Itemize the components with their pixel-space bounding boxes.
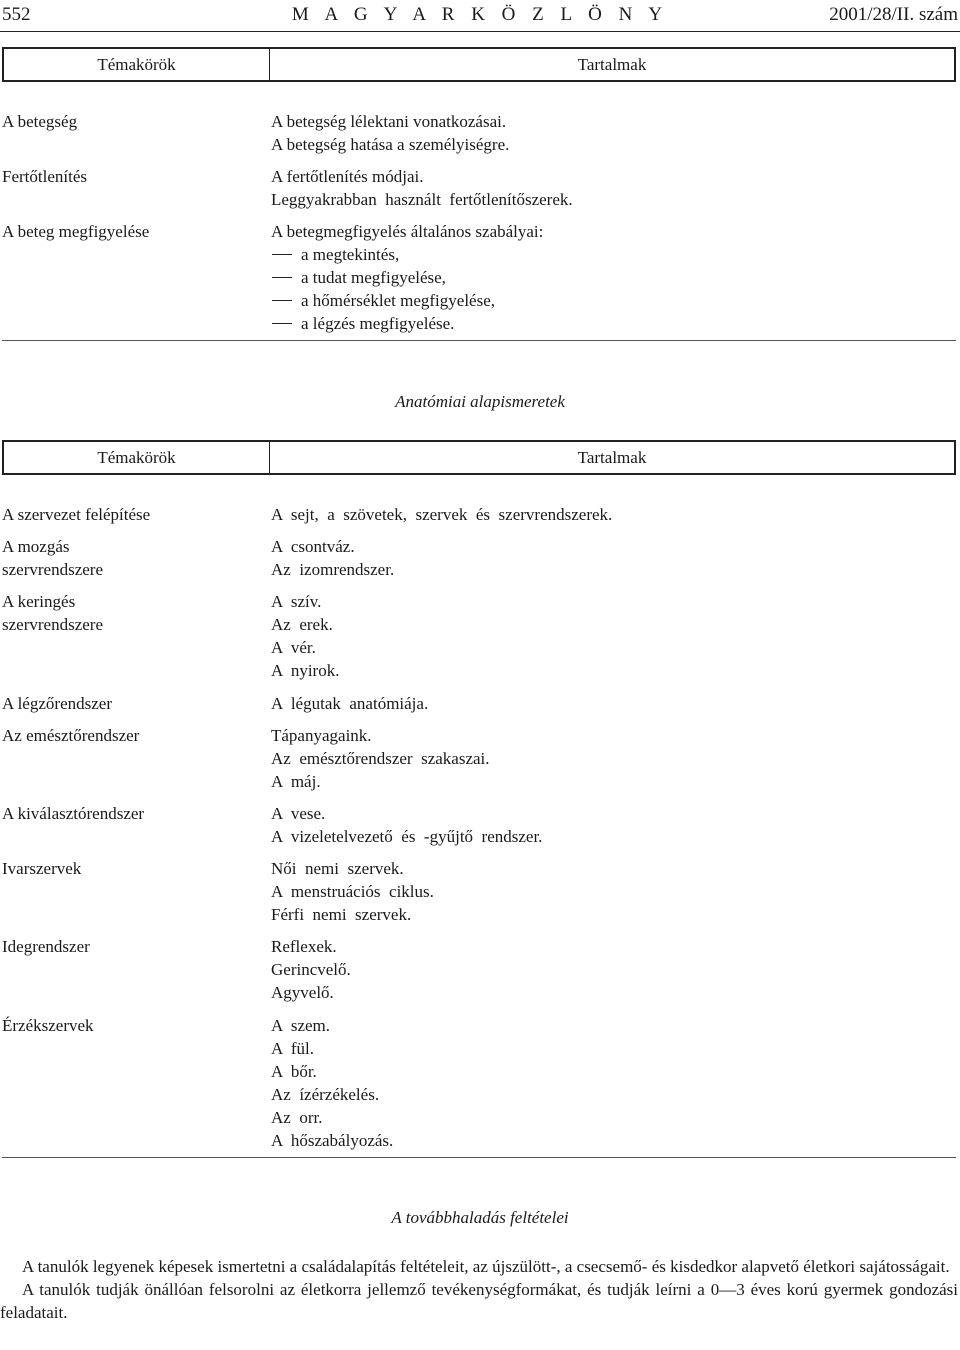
table1-col-contents: Tartalmak [577, 55, 647, 74]
row-item: A nyirok. [271, 661, 340, 680]
table-row [0, 692, 958, 715]
bullet-item: a légzés megfigyelése. [271, 312, 958, 335]
dash-icon [272, 323, 292, 324]
table-row [0, 590, 958, 682]
row-topic: A beteg megfigyelése [2, 222, 150, 241]
row-topic: A kiválasztórendszer [2, 804, 145, 823]
journal-title: M A G Y A R K Ö Z L Ö N Y [291, 4, 669, 25]
row-item: A szem. [271, 1016, 331, 1035]
table-row [0, 935, 958, 1004]
row-item: A csontváz. [271, 537, 355, 556]
table-row [0, 802, 958, 848]
row-item: A vér. [271, 638, 316, 657]
row-topic: A mozgás [2, 537, 70, 556]
table-row [0, 857, 958, 926]
row-item: Az izomrendszer. [271, 560, 395, 579]
table-row [0, 1014, 958, 1152]
table-row [0, 503, 958, 526]
paragraph: A tanulók legyenek képesek ismertetni a családalapítás feltételeit, az újszülött-, a csecsemő- és kisdedkor alapvető életkori sajátosságait. [22, 1257, 950, 1276]
row-topic: Érzékszervek [2, 1016, 94, 1035]
row-item: Az emésztőrendszer szakaszai. [271, 749, 490, 768]
row-item: Tápanyagaink. [271, 726, 372, 745]
section-title: Anatómiai alapismeretek [395, 392, 565, 411]
row-item: A máj. [271, 772, 321, 791]
row-topic: Az emésztőrendszer [2, 726, 140, 745]
table2-col-topics: Témakörök [4, 442, 270, 473]
row-item: A vese. [271, 804, 326, 823]
row-item: Férfi nemi szervek. [271, 905, 412, 924]
dash-icon [272, 254, 292, 255]
table-row [0, 724, 958, 793]
section-title: A továbbhaladás feltételei [391, 1208, 569, 1227]
table2-header [2, 440, 956, 475]
row-topic: Fertőtlenítés [2, 167, 87, 186]
table1-col-topics: Témakörök [4, 49, 270, 80]
table2-col-contents: Tartalmak [577, 448, 647, 467]
row-topic: A szervezet felépítése [2, 505, 151, 524]
row-item: A sejt, a szövetek, szervek és szervrendszerek. [271, 505, 613, 524]
row-item: A betegség hatása a személyiségre. [271, 135, 510, 154]
table1-bottom-rule [2, 340, 956, 341]
table-row [0, 110, 958, 156]
row-topic: szervrendszere [2, 560, 103, 579]
row-item: A bőr. [271, 1062, 317, 1081]
bullet-item: a hőmérséklet megfigyelése, [271, 289, 958, 312]
row-item: Az orr. [271, 1108, 323, 1127]
table2-bottom-rule [2, 1157, 956, 1158]
table-row [0, 220, 958, 335]
row-topic: A légzőrendszer [2, 694, 112, 713]
row-item: Reflexek. [271, 937, 337, 956]
header-rule [0, 31, 960, 32]
row-item: A vizeletelvezető és -gyűjtő rendszer. [271, 827, 543, 846]
row-item: A betegmegfigyelés általános szabályai: [271, 222, 544, 241]
row-item: Női nemi szervek. [271, 859, 404, 878]
issue-label: 2001/28/II. szám [829, 4, 958, 25]
dash-icon [272, 277, 292, 278]
row-item: Az erek. [271, 615, 333, 634]
paragraph: A tanulók tudják önállóan felsorolni az életkorra jellemző tevékenységformákat, és tudják leírni a 0—3 éves korú gyermek gondozási feladatait. [0, 1280, 958, 1322]
row-topic: szervrendszere [2, 615, 103, 634]
row-item: Az ízérzékelés. [271, 1085, 380, 1104]
dash-icon [272, 300, 292, 301]
row-item: A légutak anatómiája. [271, 694, 429, 713]
page-number: 552 [2, 4, 31, 25]
row-item: A fül. [271, 1039, 314, 1058]
row-item: Leggyakrabban használt fertőtlenítőszerek. [271, 190, 573, 209]
row-topic: Idegrendszer [2, 937, 90, 956]
row-item: A betegség lélektani vonatkozásai. [271, 112, 507, 131]
table-row [0, 535, 958, 581]
row-item: A menstruációs ciklus. [271, 882, 434, 901]
row-item: Gerincvelő. [271, 960, 351, 979]
paragraphs [0, 1255, 958, 1324]
bullet-item: a tudat megfigyelése, [271, 266, 958, 289]
row-item: Agyvelő. [271, 983, 334, 1002]
table1-header [2, 47, 956, 82]
table-row [0, 165, 958, 211]
bullet-item: a megtekintés, [271, 243, 958, 266]
row-item: A fertőtlenítés módjai. [271, 167, 424, 186]
row-topic: A keringés [2, 592, 76, 611]
row-item: A szív. [271, 592, 322, 611]
row-item: A hőszabályozás. [271, 1131, 394, 1150]
row-topic: A betegség [2, 112, 78, 131]
row-topic: Ivarszervek [2, 859, 82, 878]
